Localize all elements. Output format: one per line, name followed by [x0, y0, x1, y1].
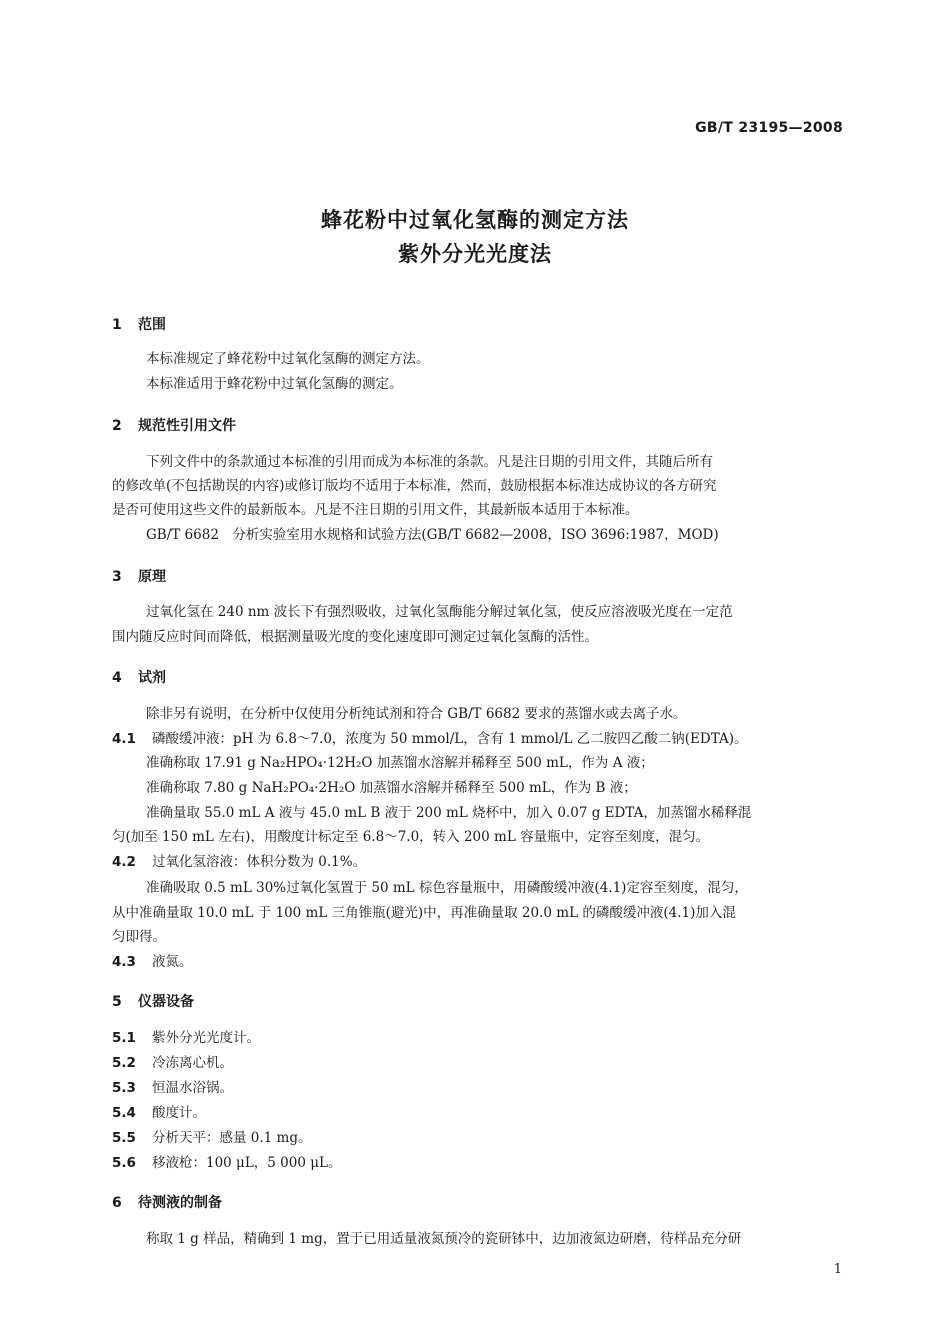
paragraph: 本标准规定了蜂花粉中过氧化氢酶的测定方法。 — [146, 351, 430, 367]
paragraph-line: 下列文件中的条款通过本标准的引用而成为本标准的条款。凡是注日期的引用文件，其随后所有 — [146, 454, 713, 470]
reference-entry: GB/T 6682 分析实验室用水规格和试验方法(GB/T 6682—2008，ISO 3696:1987，MOD) — [146, 527, 719, 543]
paragraph-line: 的修改单(不包括勘误的内容)或修订版均不适用于本标准，然而，鼓励根据本标准达成协议的各方研究 — [112, 478, 717, 494]
standard-code: GB/T 23195—2008 — [695, 120, 843, 136]
page-number: 1 — [833, 1262, 842, 1277]
list-item: 5.2 冷冻离心机。 — [112, 1055, 233, 1071]
list-item: 5.3 恒温水浴锅。 — [112, 1080, 233, 1096]
page-subtitle: 紫外分光光度法 — [398, 242, 552, 266]
section-heading-1: 1 范围 — [112, 317, 166, 333]
paragraph-line: 准确吸取 0.5 mL 30%过氧化氢置于 50 mL 棕色容量瓶中，用磷酸缓冲液(4.1)定容至刻度，混匀， — [146, 880, 748, 896]
paragraph-line: 从中准确量取 10.0 mL 于 100 mL 三角锥瓶(避光)中，再准确量取 20.0 mL 的磷酸缓冲液(4.1)加入混 — [112, 905, 736, 921]
section-heading-2: 2 规范性引用文件 — [112, 418, 236, 434]
paragraph-line: 是否可使用这些文件的最新版本。凡是不注日期的引用文件，其最新版本适用于本标准。 — [112, 502, 639, 518]
list-item: 5.5 分析天平：感量 0.1 mg。 — [112, 1130, 312, 1146]
paragraph: 除非另有说明，在分析中仅使用分析纯试剂和符合 GB/T 6682 要求的蒸馏水或去离子水。 — [146, 706, 687, 722]
paragraph-line: 称取 1 g 样品，精确到 1 mg，置于已用适量液氮预冷的瓷研钵中，边加液氮边研磨，待样品充分研 — [146, 1231, 742, 1247]
section-heading-3: 3 原理 — [112, 569, 166, 585]
paragraph-line: 准确称取 7.80 g NaH₂PO₄·2H₂O 加蒸馏水溶解并稀释至 500 mL，作为 B 液； — [146, 780, 637, 796]
list-item: 5.6 移液枪：100 μL，5 000 μL。 — [112, 1155, 342, 1171]
paragraph-line: 匀(加至 150 mL 左右)，用酸度计标定至 6.8～7.0，转入 200 mL 容量瓶中，定容至刻度，混匀。 — [112, 829, 710, 845]
page-title: 蜂花粉中过氧化氢酶的测定方法 — [321, 208, 629, 232]
clause-4-2: 4.2 过氧化氢溶液：体积分数为 0.1%。 — [112, 854, 367, 870]
paragraph-line: 围内随反应时间而降低，根据测量吸光度的变化速度即可测定过氧化氢酶的活性。 — [112, 629, 598, 645]
section-heading-6: 6 待测液的制备 — [112, 1195, 222, 1211]
list-item: 5.4 酸度计。 — [112, 1105, 206, 1121]
paragraph-line: 过氧化氢在 240 nm 波长下有强烈吸收，过氧化氢酶能分解过氧化氢，使反应溶液吸光度在一定范 — [146, 604, 733, 620]
section-heading-4: 4 试剂 — [112, 670, 166, 686]
list-item: 5.1 紫外分光光度计。 — [112, 1030, 260, 1046]
paragraph-line: 准确称取 17.91 g Na₂HPO₄·12H₂O 加蒸馏水溶解并稀释至 500 mL，作为 A 液； — [146, 755, 654, 771]
clause-4-3: 4.3 液氮。 — [112, 954, 193, 970]
paragraph-line: 准确量取 55.0 mL A 液与 45.0 mL B 液于 200 mL 烧杯中，加入 0.07 g EDTA，加蒸馏水稀释混 — [146, 805, 752, 821]
paragraph-line: 匀即得。 — [112, 929, 166, 945]
clause-4-1: 4.1 磷酸缓冲液：pH 为 6.8～7.0，浓度为 50 mmol/L，含有 1 mmol/L 乙二胺四乙酸二钠(EDTA)。 — [112, 731, 748, 747]
paragraph: 本标准适用于蜂花粉中过氧化氢酶的测定。 — [146, 376, 403, 392]
section-heading-5: 5 仪器设备 — [112, 994, 194, 1010]
